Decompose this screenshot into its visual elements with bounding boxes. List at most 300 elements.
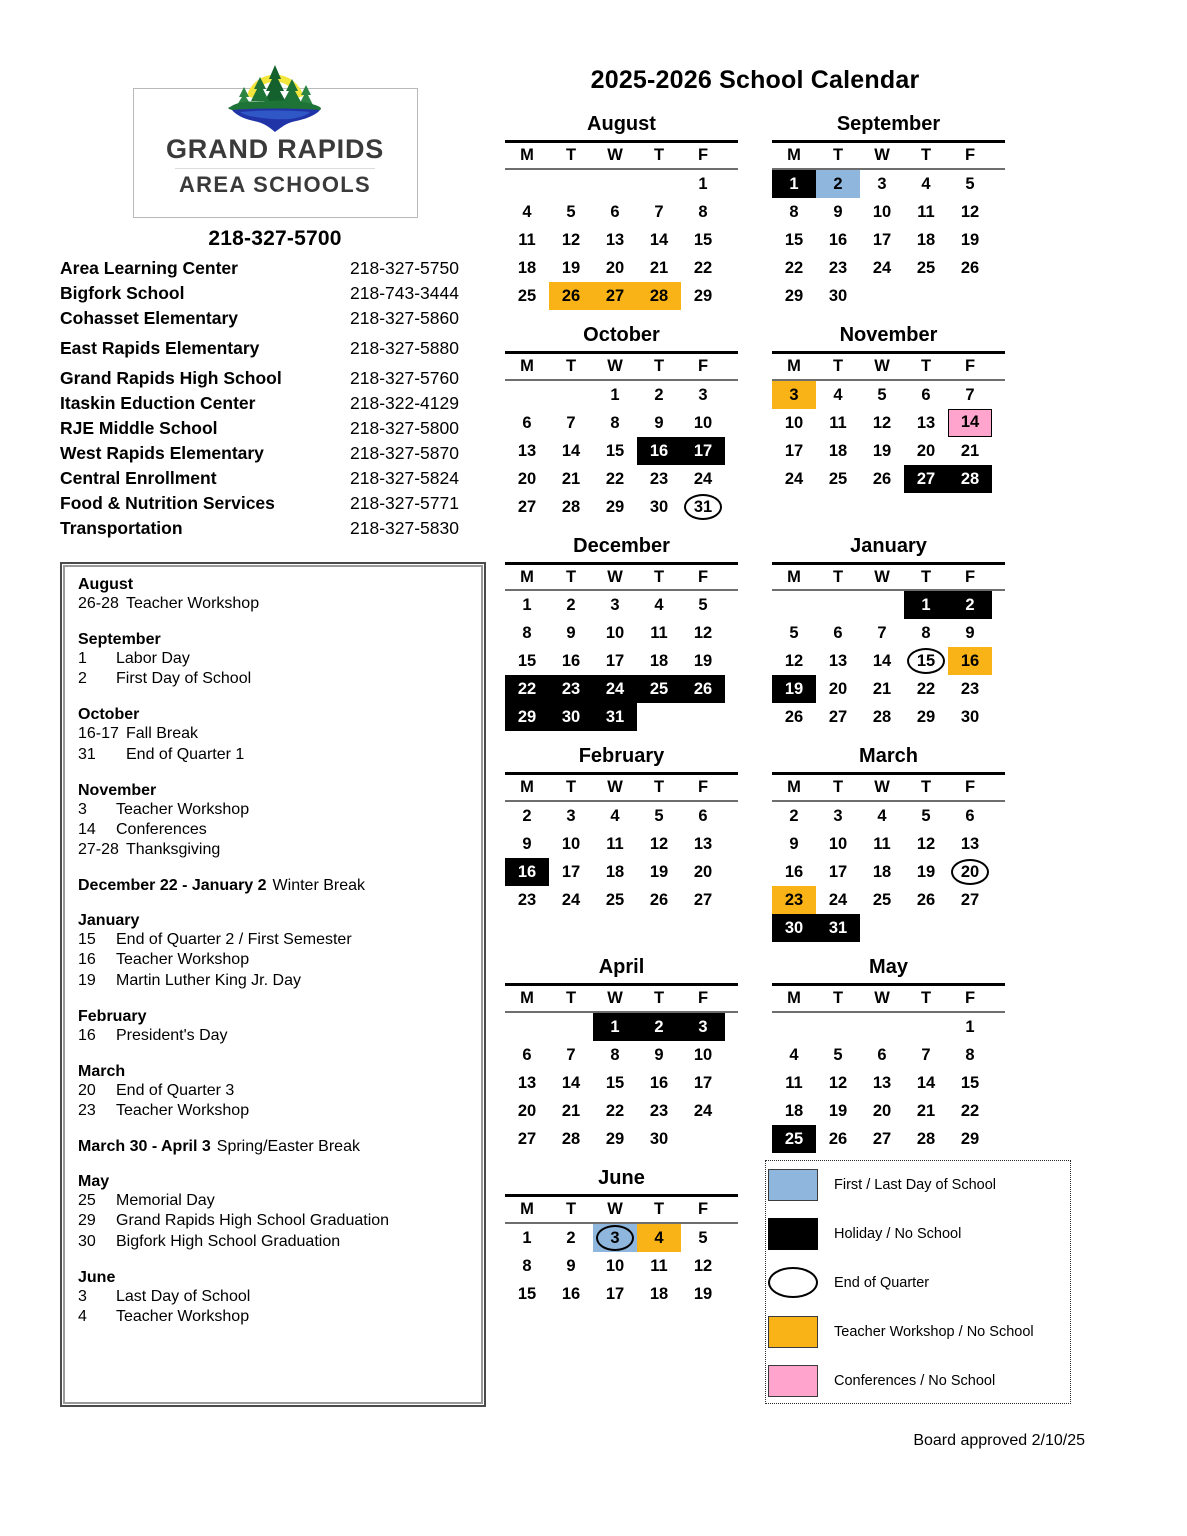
day-number: 25	[605, 891, 625, 909]
day-cell[interactable]	[681, 1013, 725, 1041]
day-cell[interactable]	[772, 254, 816, 282]
day-cell[interactable]	[637, 647, 681, 675]
day-cell[interactable]	[772, 226, 816, 254]
dow-label: T	[920, 989, 932, 1007]
day-cell[interactable]	[860, 170, 904, 198]
day-cell[interactable]	[904, 675, 948, 703]
day-cell[interactable]	[505, 802, 549, 830]
day-cell[interactable]	[505, 1280, 549, 1308]
month-weeks	[772, 170, 1005, 310]
day-cell[interactable]	[816, 647, 860, 675]
day-cell[interactable]	[904, 437, 948, 465]
day-number: 12	[872, 413, 892, 432]
day-cell[interactable]	[549, 1280, 593, 1308]
day-cell[interactable]	[904, 381, 948, 409]
month-october	[505, 323, 738, 521]
day-cell[interactable]	[593, 381, 637, 409]
day-cell[interactable]	[948, 1013, 992, 1041]
day-cell[interactable]	[772, 647, 816, 675]
day-cell[interactable]	[860, 619, 904, 647]
day-cell[interactable]	[904, 703, 948, 731]
dow-label: T	[653, 1199, 665, 1218]
day-cell[interactable]	[637, 802, 681, 830]
day-cell[interactable]	[904, 647, 948, 675]
day-cell[interactable]	[772, 830, 816, 858]
day-cell[interactable]	[505, 1252, 549, 1280]
day-cell[interactable]	[904, 802, 948, 830]
day-cell[interactable]	[772, 437, 816, 465]
week-row	[505, 1125, 738, 1153]
day-cell[interactable]	[505, 465, 549, 493]
day-cell[interactable]	[948, 619, 992, 647]
empty-cell	[637, 703, 681, 731]
dow-label: F	[964, 567, 976, 586]
day-cell[interactable]	[904, 409, 948, 437]
day-cell[interactable]	[681, 437, 725, 465]
day-cell[interactable]	[505, 1125, 549, 1153]
day-cell[interactable]	[593, 830, 637, 858]
day-cell[interactable]	[681, 591, 725, 619]
day-cell[interactable]	[505, 619, 549, 647]
day-cell[interactable]	[772, 409, 816, 437]
day-cell[interactable]	[593, 591, 637, 619]
day-cell[interactable]	[681, 465, 725, 493]
day-cell[interactable]	[681, 226, 725, 254]
day-cell[interactable]	[549, 591, 593, 619]
day-cell[interactable]	[816, 198, 860, 226]
day-number: 8	[789, 202, 799, 221]
day-cell[interactable]	[505, 493, 549, 521]
month-name: November	[839, 323, 938, 346]
day-cell[interactable]	[549, 703, 593, 731]
day-cell[interactable]	[816, 830, 860, 858]
day-cell[interactable]	[593, 886, 637, 914]
day-cell[interactable]	[772, 1125, 816, 1153]
day-number: 5	[654, 807, 664, 825]
contact-row	[60, 441, 490, 466]
day-cell[interactable]	[505, 198, 549, 226]
day-cell[interactable]	[948, 1041, 992, 1069]
day-cell[interactable]	[816, 675, 860, 703]
day-cell[interactable]	[681, 409, 725, 437]
day-cell[interactable]	[505, 409, 549, 437]
day-cell[interactable]	[948, 1125, 992, 1153]
day-cell[interactable]	[505, 1097, 549, 1125]
day-cell[interactable]	[549, 647, 593, 675]
day-cell[interactable]	[505, 282, 549, 310]
day-cell[interactable]	[637, 409, 681, 437]
day-cell[interactable]	[593, 675, 637, 703]
day-cell[interactable]	[816, 381, 860, 409]
event-item	[78, 820, 468, 840]
day-number: 11	[518, 230, 536, 249]
day-cell[interactable]	[816, 1097, 860, 1125]
day-cell[interactable]	[593, 493, 637, 521]
event-day: 30	[78, 1232, 96, 1250]
day-cell[interactable]	[904, 198, 948, 226]
day-cell[interactable]	[637, 254, 681, 282]
day-cell[interactable]	[593, 437, 637, 465]
day-cell[interactable]	[637, 886, 681, 914]
day-cell[interactable]	[505, 1069, 549, 1097]
day-cell[interactable]	[948, 1097, 992, 1125]
day-cell[interactable]	[681, 1280, 725, 1308]
day-cell[interactable]	[948, 381, 992, 409]
day-cell[interactable]	[816, 886, 860, 914]
day-cell[interactable]	[593, 1097, 637, 1125]
day-cell[interactable]	[772, 914, 816, 942]
day-cell[interactable]	[904, 1041, 948, 1069]
day-cell[interactable]	[772, 170, 816, 198]
day-cell[interactable]	[681, 1069, 725, 1097]
day-cell[interactable]	[505, 437, 549, 465]
day-cell[interactable]	[904, 1097, 948, 1125]
day-cell[interactable]	[860, 886, 904, 914]
day-cell[interactable]	[681, 493, 725, 521]
day-cell[interactable]	[637, 1069, 681, 1097]
day-cell[interactable]	[637, 465, 681, 493]
day-cell[interactable]	[505, 647, 549, 675]
day-cell[interactable]	[549, 619, 593, 647]
day-cell[interactable]	[860, 381, 904, 409]
day-cell[interactable]	[816, 858, 860, 886]
day-cell[interactable]	[593, 409, 637, 437]
day-cell[interactable]	[904, 619, 948, 647]
day-cell[interactable]	[948, 465, 992, 493]
event-label: First Day of School	[116, 670, 252, 688]
day-cell[interactable]	[816, 1125, 860, 1153]
day-cell[interactable]	[593, 465, 637, 493]
day-cell[interactable]	[593, 619, 637, 647]
day-cell[interactable]	[860, 647, 904, 675]
day-cell[interactable]	[637, 1013, 681, 1041]
day-cell[interactable]	[593, 1252, 637, 1280]
day-cell[interactable]	[593, 1125, 637, 1153]
day-cell[interactable]	[816, 409, 860, 437]
day-cell[interactable]	[637, 675, 681, 703]
empty-cell	[860, 591, 904, 619]
day-cell[interactable]	[549, 1069, 593, 1097]
week-row	[772, 703, 1005, 731]
day-cell[interactable]	[549, 1041, 593, 1069]
day-cell[interactable]	[593, 1224, 637, 1252]
day-cell[interactable]	[860, 409, 904, 437]
day-cell[interactable]	[948, 886, 992, 914]
day-cell[interactable]	[948, 858, 992, 886]
legend-row	[766, 1356, 1070, 1405]
day-cell[interactable]	[637, 830, 681, 858]
day-cell[interactable]	[772, 858, 816, 886]
day-cell[interactable]	[948, 703, 992, 731]
day-cell[interactable]	[772, 465, 816, 493]
day-cell[interactable]	[593, 1280, 637, 1308]
day-cell[interactable]	[681, 282, 725, 310]
day-cell[interactable]	[772, 619, 816, 647]
day-cell[interactable]	[948, 437, 992, 465]
day-cell[interactable]	[549, 1097, 593, 1125]
day-cell[interactable]	[593, 254, 637, 282]
day-cell[interactable]	[860, 858, 904, 886]
day-cell[interactable]	[772, 886, 816, 914]
day-cell[interactable]	[904, 1069, 948, 1097]
day-cell[interactable]	[816, 282, 860, 310]
day-cell[interactable]	[505, 675, 549, 703]
month-weeks	[505, 170, 738, 310]
day-cell[interactable]	[948, 591, 992, 619]
day-cell[interactable]	[681, 858, 725, 886]
day-cell[interactable]	[772, 198, 816, 226]
dow-label: W	[607, 989, 623, 1007]
day-cell[interactable]	[593, 802, 637, 830]
day-cell[interactable]	[948, 675, 992, 703]
day-number: 29	[517, 708, 537, 727]
day-cell[interactable]	[816, 802, 860, 830]
week-row	[505, 1041, 738, 1069]
day-cell[interactable]	[549, 802, 593, 830]
day-cell[interactable]	[593, 1013, 637, 1041]
day-cell[interactable]	[904, 858, 948, 886]
day-number: 11	[873, 835, 891, 853]
day-cell[interactable]	[681, 1097, 725, 1125]
day-cell[interactable]	[816, 619, 860, 647]
day-cell[interactable]	[904, 465, 948, 493]
day-cell[interactable]	[860, 1097, 904, 1125]
day-cell[interactable]	[637, 858, 681, 886]
day-cell[interactable]	[860, 254, 904, 282]
contact-row	[60, 336, 490, 361]
day-cell[interactable]	[816, 226, 860, 254]
day-cell[interactable]	[948, 647, 992, 675]
day-cell[interactable]	[772, 703, 816, 731]
day-cell[interactable]	[860, 703, 904, 731]
dow-label: M	[520, 1199, 534, 1218]
day-of-week-header	[505, 1197, 738, 1222]
day-cell[interactable]	[593, 282, 637, 310]
day-cell[interactable]	[505, 1224, 549, 1252]
day-number: 6	[833, 624, 843, 643]
day-cell[interactable]	[681, 675, 725, 703]
day-cell[interactable]	[549, 465, 593, 493]
day-cell[interactable]	[681, 1252, 725, 1280]
day-number: 24	[693, 469, 713, 488]
event-month-heading: May	[78, 1173, 110, 1191]
event-item	[78, 594, 468, 614]
day-cell[interactable]	[816, 914, 860, 942]
day-cell[interactable]	[549, 409, 593, 437]
day-cell[interactable]	[549, 254, 593, 282]
day-cell[interactable]	[860, 802, 904, 830]
day-cell[interactable]	[593, 1069, 637, 1097]
day-cell[interactable]	[637, 198, 681, 226]
day-cell[interactable]	[860, 1041, 904, 1069]
day-cell[interactable]	[549, 198, 593, 226]
day-cell[interactable]	[904, 591, 948, 619]
day-cell[interactable]	[637, 381, 681, 409]
day-cell[interactable]	[505, 254, 549, 282]
day-cell[interactable]	[772, 1041, 816, 1069]
day-cell[interactable]	[772, 282, 816, 310]
day-cell[interactable]	[772, 381, 816, 409]
contact-phone: 218-327-5830	[350, 518, 459, 539]
day-cell[interactable]	[593, 198, 637, 226]
day-cell[interactable]	[637, 1125, 681, 1153]
dow-label: F	[964, 146, 976, 164]
month-march	[772, 744, 1005, 942]
day-number: 14	[872, 652, 892, 671]
district-logo	[133, 88, 418, 218]
day-cell[interactable]	[593, 703, 637, 731]
day-cell[interactable]	[772, 1097, 816, 1125]
week-row	[772, 282, 1005, 310]
day-cell[interactable]	[904, 886, 948, 914]
day-cell[interactable]	[549, 493, 593, 521]
day-number: 10	[872, 202, 892, 221]
day-cell[interactable]	[637, 282, 681, 310]
day-cell[interactable]	[637, 437, 681, 465]
day-cell[interactable]	[904, 1125, 948, 1153]
day-cell[interactable]	[860, 675, 904, 703]
day-cell[interactable]	[681, 381, 725, 409]
dow-label: F	[964, 356, 976, 375]
event-day: 14	[78, 820, 96, 838]
day-number: 25	[872, 891, 892, 909]
day-cell[interactable]	[772, 675, 816, 703]
contact-row	[60, 466, 490, 491]
day-cell[interactable]	[948, 170, 992, 198]
day-cell[interactable]	[505, 703, 549, 731]
day-cell[interactable]	[681, 886, 725, 914]
day-cell[interactable]	[772, 1069, 816, 1097]
day-cell[interactable]	[860, 1069, 904, 1097]
day-cell[interactable]	[904, 226, 948, 254]
day-cell[interactable]	[681, 802, 725, 830]
day-cell[interactable]	[637, 591, 681, 619]
day-number: 14	[960, 412, 980, 431]
day-cell[interactable]	[816, 254, 860, 282]
day-cell[interactable]	[549, 858, 593, 886]
day-cell[interactable]	[948, 1069, 992, 1097]
day-cell[interactable]	[860, 198, 904, 226]
day-cell[interactable]	[505, 858, 549, 886]
day-number: 15	[605, 441, 625, 460]
day-cell[interactable]	[593, 858, 637, 886]
day-cell[interactable]	[816, 465, 860, 493]
day-cell[interactable]	[948, 226, 992, 254]
event-label: Teacher Workshop	[116, 951, 250, 969]
month-name: October	[583, 323, 660, 346]
month-september	[772, 112, 1005, 310]
day-number: 2	[789, 807, 799, 825]
day-cell[interactable]	[948, 198, 992, 226]
day-cell[interactable]	[637, 1224, 681, 1252]
day-cell[interactable]	[549, 886, 593, 914]
contact-name: Grand Rapids High School	[60, 368, 282, 389]
day-cell[interactable]	[904, 170, 948, 198]
day-number: 25	[517, 286, 537, 305]
day-cell[interactable]	[549, 1252, 593, 1280]
day-number: 26	[561, 286, 581, 305]
day-cell[interactable]	[948, 830, 992, 858]
day-cell[interactable]	[549, 830, 593, 858]
day-cell[interactable]	[681, 170, 725, 198]
legend-label: Holiday / No School	[834, 1226, 962, 1243]
week-row	[505, 1069, 738, 1097]
day-number: 16	[649, 1073, 669, 1092]
day-cell[interactable]	[637, 1280, 681, 1308]
day-cell[interactable]	[637, 1097, 681, 1125]
legend-swatch-black	[768, 1218, 818, 1250]
event-item	[78, 1307, 468, 1327]
day-cell[interactable]	[505, 886, 549, 914]
day-cell[interactable]	[593, 226, 637, 254]
week-row	[772, 1069, 1005, 1097]
day-cell[interactable]	[948, 409, 992, 437]
day-cell[interactable]	[681, 1041, 725, 1069]
day-cell[interactable]	[816, 703, 860, 731]
day-number: 23	[649, 469, 669, 488]
day-cell[interactable]	[860, 1125, 904, 1153]
day-cell[interactable]	[505, 226, 549, 254]
month-august	[505, 112, 738, 310]
day-number: 12	[693, 624, 713, 643]
day-cell[interactable]	[816, 170, 860, 198]
day-cell[interactable]	[593, 647, 637, 675]
day-cell[interactable]	[593, 1041, 637, 1069]
day-cell[interactable]	[681, 830, 725, 858]
day-cell[interactable]	[549, 437, 593, 465]
day-cell[interactable]	[505, 830, 549, 858]
day-cell[interactable]	[681, 619, 725, 647]
day-cell[interactable]	[681, 647, 725, 675]
day-number: 11	[650, 624, 668, 643]
day-cell[interactable]	[505, 591, 549, 619]
day-cell[interactable]	[637, 493, 681, 521]
day-cell[interactable]	[549, 282, 593, 310]
day-cell[interactable]	[860, 830, 904, 858]
day-cell[interactable]	[681, 1224, 725, 1252]
day-cell[interactable]	[816, 1041, 860, 1069]
month-name: April	[598, 956, 645, 978]
day-cell[interactable]	[505, 1041, 549, 1069]
day-number: 11	[650, 1256, 668, 1275]
day-cell[interactable]	[637, 619, 681, 647]
day-cell[interactable]	[549, 1125, 593, 1153]
day-cell[interactable]	[637, 1252, 681, 1280]
week-row	[505, 1097, 738, 1125]
day-cell[interactable]	[549, 226, 593, 254]
day-cell[interactable]	[681, 254, 725, 282]
day-cell[interactable]	[549, 675, 593, 703]
day-cell[interactable]	[860, 465, 904, 493]
day-cell[interactable]	[948, 802, 992, 830]
day-number: 19	[561, 258, 581, 277]
day-cell[interactable]	[948, 254, 992, 282]
day-cell[interactable]	[816, 437, 860, 465]
contact-phone: 218-327-5800	[350, 418, 459, 439]
day-cell[interactable]	[637, 1041, 681, 1069]
day-cell[interactable]	[904, 830, 948, 858]
dow-label: W	[874, 567, 890, 586]
contact-phone: 218-327-5860	[350, 308, 459, 329]
day-cell[interactable]	[681, 198, 725, 226]
day-cell[interactable]	[772, 802, 816, 830]
day-cell[interactable]	[549, 1224, 593, 1252]
day-cell[interactable]	[860, 226, 904, 254]
day-cell[interactable]	[860, 437, 904, 465]
day-cell[interactable]	[904, 254, 948, 282]
day-cell[interactable]	[816, 1069, 860, 1097]
day-cell[interactable]	[637, 226, 681, 254]
